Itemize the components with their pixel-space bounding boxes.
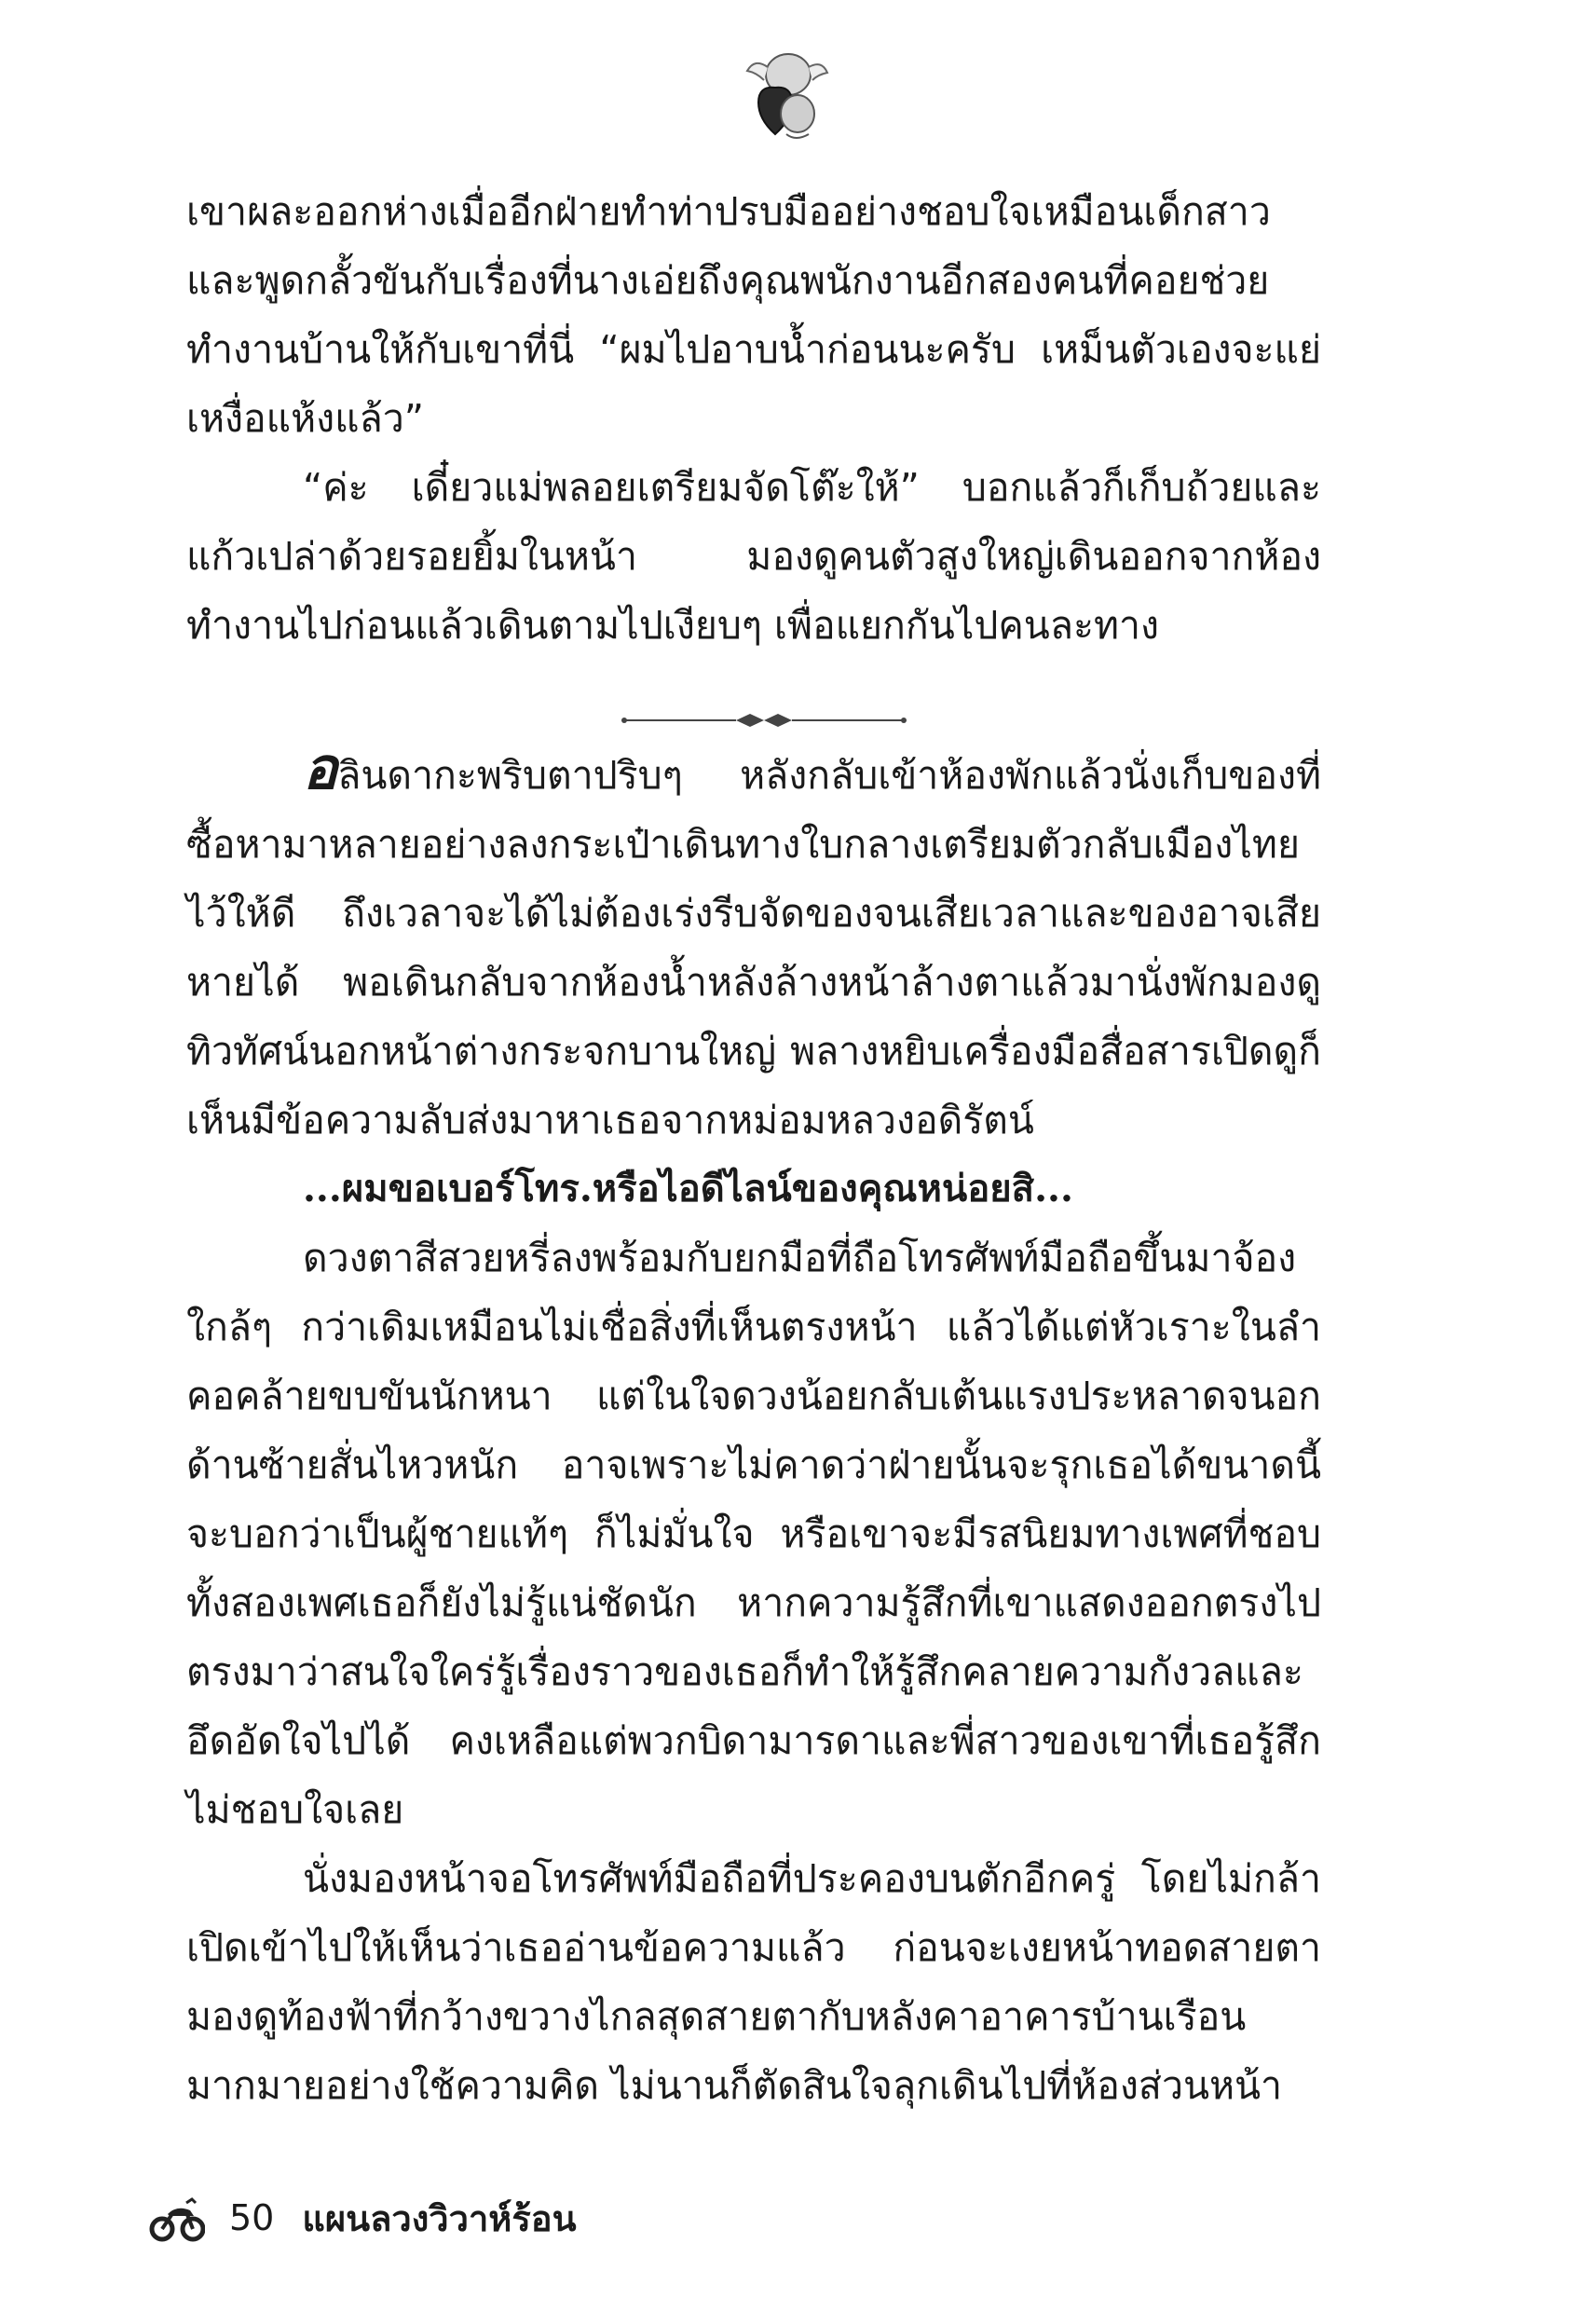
paragraph: นั่งมองหน้าจอโทรศัพท์มือถือที่ประคองบนตักอีกครู่ โดยไม่กล้าเปิดเข้าไปให้เห็นว่าเธออ่านข้อความแล้ว ก่อนจะเงยหน้าทอดสายตามองดูท้องฟ้าที่กว้างขวางไกลสุดสายตากับหลังคาอาคารบ้านเรือนมากมายอย่างใช้ความคิด ไม่นานก็ตัดสินใจลุกเดินไปที่ห้องส่วนหน้า (186, 1856, 1321, 2108)
drop-letter: อ (303, 734, 338, 802)
paragraph: เขาผละออกห่างเมื่ออีกฝ่ายทำท่าปรบมืออย่างชอบใจเหมือนเด็กสาวและพูดกลั้วขันกับเรื่องที่นางเอ่ยถึงคุณพนักงานอีกสองคนที่คอยช่วยทำงานบ้านให้กับเขาที่นี่ “ผมไปอาบน้ำก่อนนะครับ เหม็นตัวเองจะแย่เหงื่อแห้งแล้ว” (186, 189, 1321, 441)
paragraph: ดวงตาสีสวยหรี่ลงพร้อมกับยกมือที่ถือโทรศัพท์มือถือขึ้นมาจ้องใกล้ๆ กว่าเดิมเหมือนไม่เชื่อสิ่งที่เห็นตรงหน้า แล้วได้แต่หัวเราะในลำคอคล้ายขบขันนักหนา แต่ในใจดวงน้อยกลับเต้นแรงประหลาดจนอกด้านซ้ายสั่นไหวหนัก อาจเพราะไม่คาดว่าฝ่ายนั้นจะรุกเธอได้ขนาดนี้ จะบอกว่าเป็นผู้ชายแท้ๆ ก็ไม่มั่นใจ หรือเขาจะมีรสนิยมทางเพศที่ชอบทั้งสองเพศเธอก็ยังไม่รู้แน่ชัดนัก หากความรู้สึกที่เขาแสดงออกตรงไปตรงมาว่าสนใจใคร่รู้เรื่องราวของเธอก็ทำให้รู้สึกคลายความกังวลและอึดอัดใจไปได้ คงเหลือแต่พวกบิดามารดาและพี่สาวของเขาที่เธอรู้สึกไม่ชอบใจเลย (186, 1236, 1321, 1832)
message-line: ...ผมขอเบอร์โทร.หรือไอดีไลน์ของคุณหน่อยสิ... (303, 1167, 1073, 1210)
cherub-heart-icon (721, 47, 833, 149)
paragraph (186, 734, 1321, 1155)
text-section-1 (186, 177, 1321, 660)
paragraph-text: ลินดากะพริบตาปริบๆ หลังกลับเข้าห้องพักแล้วนั่งเก็บของที่ซื้อหามาหลายอย่างลงกระเป๋าเดินทางใบกลางเตรียมตัวกลับเมืองไทยไว้ให้ดี ถึงเวลาจะได้ไม่ต้องเร่งรีบจัดของจนเสียเวลาและของอาจเสียหายได้ พอเดินกลับจากห้องน้ำหลังล้างหน้าล้างตาแล้วมานั่งพักมองดูทิวทัศน์นอกหน้าต่างกระจกบานใหญ่ พลางหยิบเครื่องมือสื่อสารเปิดดูก็เห็นมีข้อความลับส่งมาหาเธอจากหม่อมหลวงอดิรัตน์ (186, 753, 1321, 1142)
text-section-2 (186, 734, 1321, 2120)
page-number: 50 (229, 2197, 275, 2238)
book-title: แผนลวงวิวาห์ร้อน (302, 2197, 577, 2239)
ornamental-divider-icon (615, 706, 913, 734)
paragraph: “ค่ะ เดี๋ยวแม่พลอยเตรียมจัดโต๊ะให้” บอกแล้วก็เก็บถ้วยและแก้วเปล่าด้วยรอยยิ้มในหน้า มองดูคนตัวสูงใหญ่เดินออกจากห้องทำงานไปก่อนแล้วเดินตามไปเงียบๆ เพื่อแยกกันไปคนละทาง (186, 465, 1321, 648)
motorcycle-icon (149, 2192, 205, 2244)
page-footer (149, 2185, 577, 2250)
